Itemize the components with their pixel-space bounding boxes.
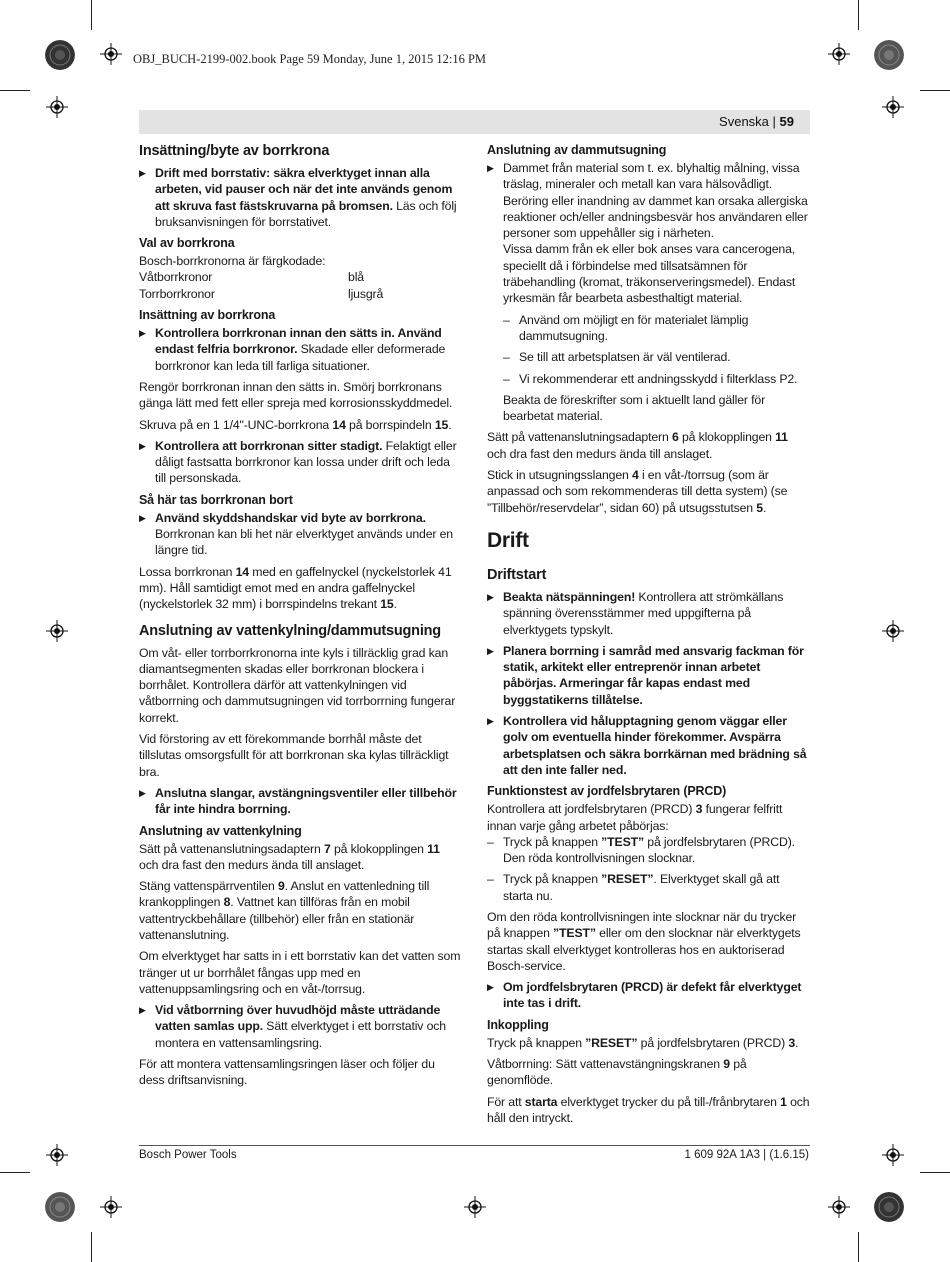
registration-mark-icon	[828, 43, 850, 65]
bullet-skyddshandskar	[139, 510, 462, 559]
heading-inkoppling: Inkoppling	[487, 1017, 549, 1032]
book-info-line: OBJ_BUCH-2199-002.book Page 59 Monday, June 1, 2015 12:16 PM	[133, 52, 487, 66]
bullet-bold: Planera borrning i samråd med ansvarig fackman för statik, arkitekt eller entreprenör innan arbetet påbörjas. Armeringar får kapas endast med byggstatikerns tillåtelse.	[503, 643, 804, 707]
paragraph-tryck-reset: Tryck på knappen ”RESET” på jordfelsbrytaren (PRCD) 3.	[487, 1035, 799, 1050]
registration-mark-icon	[46, 620, 68, 642]
crop-mark	[91, 1232, 92, 1262]
heading-sa-har-tas-bort: Så här tas borrkronan bort	[139, 492, 293, 507]
paragraph-lossa: Lossa borrkronan 14 med en gaffelnyckel (nyckelstorlek 41 mm). Håll samtidigt emot med en andra gaffelnyckel (nyckelstorlek 32 mm) i borrspindelns trekant 15.	[139, 564, 452, 612]
bullet-text: Läs och följ bruksanvisningen för borrstativet.	[155, 198, 457, 229]
dash-item: – Vi rekommenderar ett andningsskydd i filterklass P2.	[503, 371, 810, 387]
bullet-bold: Drift med borrstativ: säkra elverktyget innan alla arbeten, vid pauser och när det inte används genom att skruva fast fästskruvarna på bromsen.	[155, 166, 453, 213]
bullet-bold: Kontrollera borrkronan innan den sätts in. Använd endast felfria borrkronor.	[155, 326, 442, 357]
bullet-sitter-stadigt	[139, 438, 462, 487]
right-column	[487, 141, 810, 1131]
bullet-borrstativ	[139, 165, 462, 230]
table-cell: ljusgrå	[348, 286, 384, 301]
bullet-slangar	[139, 785, 462, 818]
registration-mark-icon	[882, 96, 904, 118]
paragraph-om-vat: Om våt- eller torrborrkronorna inte kyls i tillräcklig grad kan diamantsegmenten skadas eller borrkronan blockera i borrhålet. Kontrollera därför att vattenkylningen vid våtborrning och dammutsugningen vid torrborrning fungerar korrekt.	[139, 645, 456, 725]
bullet-vatborrning	[139, 1002, 462, 1051]
registration-mark-icon	[882, 620, 904, 642]
paragraph-for-att-starta: För att starta elverktyget trycker du på till-/frånbrytaren 1 och håll den intryckt.	[487, 1094, 810, 1125]
bullet-bold: Kontrollera vid hålupptagning genom väggar eller golv om eventuella hinder förekommer. Avspärra arbetsplatsen och säkra borrkärnan med brädning så att den inte faller ned.	[503, 714, 807, 777]
footer-rule	[139, 1145, 810, 1146]
registration-mark-icon	[882, 1144, 904, 1166]
bullet-natspanning	[487, 589, 810, 638]
header-language: Svenska	[719, 114, 769, 129]
heading-anslutning-vattenkylning-dammutsugning: Anslutning av vattenkylning/dammutsugning	[139, 622, 441, 639]
bullet-text: Felaktigt eller dåligt fastsatta borrkronor kan lossa under drift och leda till personskada.	[155, 438, 457, 486]
crop-mark	[858, 0, 859, 30]
bullet-bold: Använd skyddshandskar vid byte av borrkrona.	[155, 510, 426, 525]
registration-mark-icon	[100, 1196, 122, 1218]
bullet-bold: Om jordfelsbrytaren (PRCD) är defekt får elverktyget inte tas i drift.	[503, 980, 802, 1011]
heading-driftstart: Driftstart	[487, 566, 547, 583]
bullet-dammet	[487, 160, 810, 241]
registration-mark-icon	[464, 1196, 486, 1218]
paragraph-vissa-damm: Vissa damm från ek eller bok anses vara cancerogena, speciellt då i förbindelse med tillsatsämnen för träbehandling (kromat, träkonserveringsmedel). Endast yrkesmän får bearbeta asbesthaltigt material.	[503, 242, 796, 306]
dash-item-reset: – Tryck på knappen ”RESET”. Elverktyget skall gå att starta nu.	[487, 871, 810, 904]
paragraph-skruva: Skruva på en 1 1/4"-UNC-borrkrona 14 på borrspindeln 15.	[139, 417, 452, 432]
paragraph-for-att-montera: För att montera vattensamlingsringen läser och följer du dess driftsanvisning.	[139, 1057, 435, 1088]
paragraph-satt-adapter: Sätt på vattenanslutningsadaptern 6 på klokopplingen 11 och dra fast den medurs ända till anslaget.	[487, 430, 788, 461]
paragraph-om-den-roda: Om den röda kontrollvisningen inte slocknar när du trycker på knappen ”TEST” eller om den slocknar när elverktygets startas skall elverktyget kontrolleras hos en auktoriserad Bosch-service.	[487, 909, 801, 973]
paragraph-forstoring: Vid förstoring av ett förekommande borrhål måste det tillslutas omsorgsfullt för att borrkronan ska kylas tillräckligt bra.	[139, 732, 449, 779]
bullet-bold: Kontrollera att borrkronan sitter stadigt.	[155, 438, 383, 453]
table-cell: Torrborrkronor	[139, 286, 215, 301]
bullet-bold: Beakta nätspänningen!	[503, 589, 636, 604]
paragraph-stang: Stäng vattenspärrventilen 9. Anslut en vattenledning till krankopplingen 8. Vattnet kan tillföras från en mobil vattentryckbehållare (tillbehör) eller från en stationär vattenanslutning.	[139, 879, 430, 942]
crop-mark	[920, 90, 950, 91]
heading-drift: Drift	[487, 528, 529, 552]
heading-anslutning-dammutsugning: Anslutning av dammutsugning	[487, 143, 667, 157]
color-rosette-icon	[874, 40, 904, 70]
heading-funktionstest: Funktionstest av jordfelsbrytaren (PRCD)	[487, 784, 727, 799]
registration-mark-icon	[100, 43, 122, 65]
table-cell: blå	[348, 270, 364, 285]
heading-insattning-byte: Insättning/byte av borrkrona	[139, 143, 330, 159]
bullet-halupptagning	[487, 713, 810, 778]
dash-item-test: – Tryck på knappen ”TEST” på jordfelsbrytaren (PRCD). Den röda kontrollvisningen slocknar.	[487, 834, 810, 867]
paragraph-stick-in: Stick in utsugningsslangen 4 i en våt-/torrsug (som är anpassad och som rekommenderas till detta system) (se ”Tillbehör/reservdelar”, sidan 60) på utsugsstutsen 5.	[487, 468, 788, 515]
page-number: 59	[779, 114, 794, 129]
bullet-text: Borrkronan kan bli het när elverktyget används under en längre tid.	[155, 527, 453, 558]
footer-doc-number: 1 609 92A 1A3 | (1.6.15)	[684, 1149, 809, 1161]
bullet-planera	[487, 643, 810, 708]
page-header	[139, 110, 810, 134]
footer-brand: Bosch Power Tools	[139, 1149, 237, 1161]
paragraph-kontrollera-prcd: Kontrollera att jordfelsbrytaren (PRCD) 3 fungerar felfritt innan varje gång arbetet påbörjas:	[487, 802, 783, 833]
paragraph-om-elverktyget: Om elverktyget har satts in i ett borrstativ kan det vatten som tränger ut ur borrhålet fångas upp med en vattenuppsamlingsring och en våt-/torrsug.	[139, 949, 461, 996]
crop-mark	[0, 90, 30, 91]
table-cell: Våtborrkronor	[139, 270, 213, 285]
heading-val-av-borrkrona: Val av borrkrona	[139, 236, 235, 251]
bullet-text: Sätt elverktyget i ett borrstativ och montera en vattensamlingsring.	[155, 1019, 446, 1050]
heading-insattning-av-borrkrona: Insättning av borrkrona	[139, 308, 276, 323]
heading-anslutning-vattenkylning: Anslutning av vattenkylning	[139, 823, 302, 838]
paragraph-beakta: Beakta de föreskrifter som i aktuellt land gäller för bearbetat material.	[503, 392, 766, 424]
registration-mark-icon	[828, 1196, 850, 1218]
bullet-text: Kontrollera att strömkällans spänning överensstämmer med uppgifterna på elverktygets typskylt.	[503, 589, 784, 637]
crop-mark	[858, 1232, 859, 1262]
color-rosette-icon	[874, 1192, 904, 1222]
left-column	[139, 141, 462, 1094]
bullet-kontrollera	[139, 325, 462, 374]
paragraph-vatborrning: Våtborrning: Sätt vattenavstängningskranen 9 på genomflöde.	[487, 1057, 747, 1088]
dash-item: – Se till att arbetsplatsen är väl ventilerad.	[503, 349, 810, 365]
bullet-defekt	[487, 979, 810, 1012]
crop-mark	[920, 1172, 950, 1173]
paragraph-rengor: Rengör borrkronan innan den sätts in. Smörj borrkronans gänga lätt med fett eller spreja med korrosionsskyddmedel.	[139, 379, 453, 411]
paragraph-satt-adapter: Sätt på vattenanslutningsadaptern 7 på klokopplingen 11 och dra fast den medurs ända till anslaget.	[139, 841, 440, 872]
crop-mark	[0, 1172, 30, 1173]
crop-mark	[91, 0, 92, 30]
color-code-table	[139, 269, 462, 302]
val-intro: Bosch-borrkronorna är färgkodade:	[139, 254, 326, 269]
dash-item: – Använd om möjligt en för materialet lämplig dammutsugning.	[503, 312, 810, 345]
bullet-text: Skadade eller deformerade borrkronor kan leda till farliga situationer.	[155, 342, 446, 373]
registration-mark-icon	[46, 96, 68, 118]
page-header-text: Svenska | 59	[719, 114, 794, 129]
color-rosette-icon	[45, 40, 75, 70]
color-rosette-icon	[45, 1192, 75, 1222]
bullet-text: Dammet från material som t. ex. blyhaltig målning, vissa träslag, mineraler och metall kan vara hälsovådligt. Beröring eller inandning av dammet kan orsaka allergiska reaktioner och/eller andningsbesvär hos användaren eller personer som uppehåller sig i närheten.	[503, 161, 808, 241]
bullet-bold: Vid våtborrning över huvudhöjd måste utträdande vatten samlas upp.	[155, 1003, 441, 1034]
bullet-bold: Anslutna slangar, avstängningsventiler eller tillbehör får inte hindra borrning.	[155, 785, 457, 817]
registration-mark-icon	[46, 1144, 68, 1166]
